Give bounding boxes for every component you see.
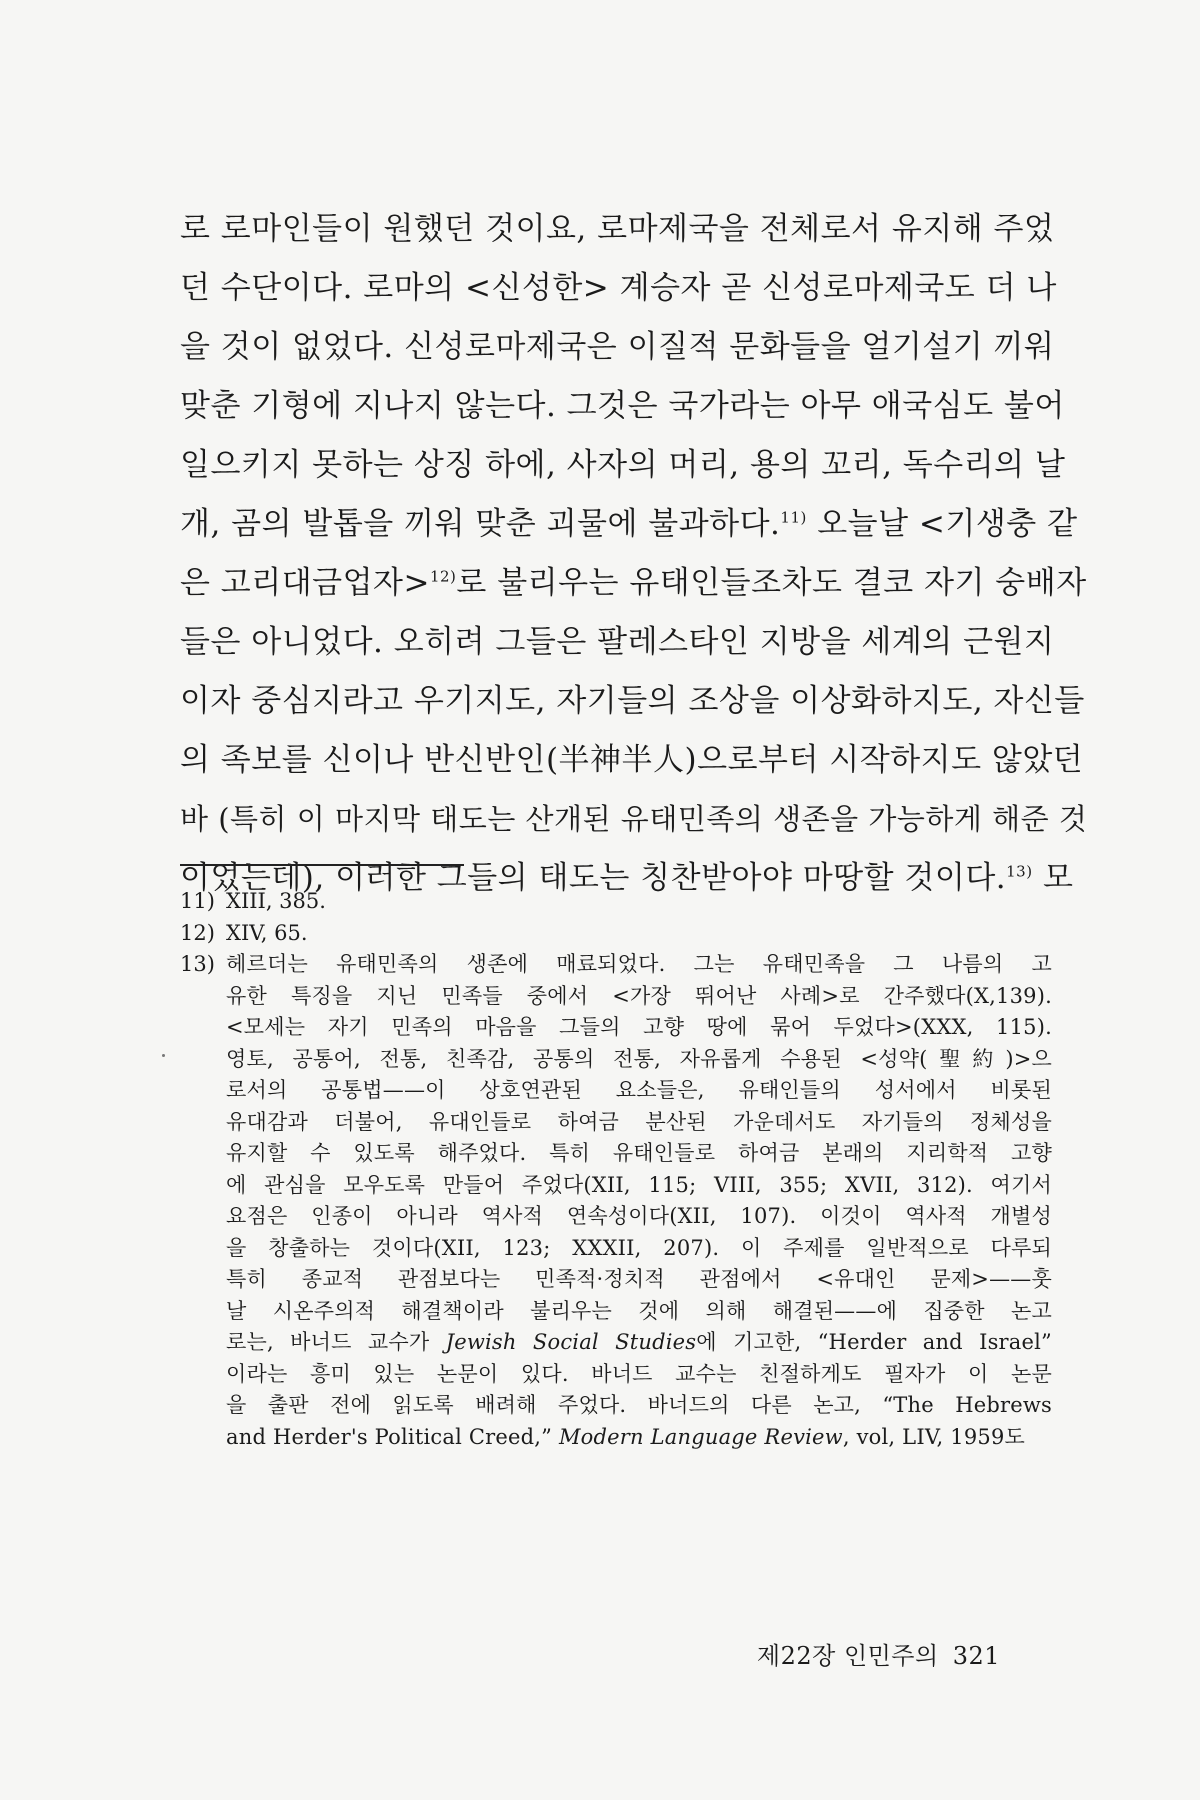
page-number: 321 [952,1642,1000,1670]
footnote-segment: and Herder's Political Creed,” [226,1424,559,1449]
margin-mark [162,1054,165,1057]
footnote-segment: 로는, 바너드 교수가 [226,1330,446,1354]
footnote-line: 에 관심을 모우도록 만들어 주었다(XII, 115; VIII, 355; XVII, 312). 여기서 [226,1172,1052,1197]
footnotes [180,886,1052,1453]
text-segment: 모 [1032,860,1074,896]
text-segment: 은 고리대금업자> [180,565,430,601]
footnote-line: 날 시온주의적 해결책이라 불리우는 것에 의해 해결된——에 집중한 논고 [226,1298,1052,1323]
footnote-ref-11[interactable]: 11) [780,508,807,527]
text-line: 던 수단이다. 로마의 <신성한> 계승자 곧 신성로마제국도 더 나 [180,270,1057,306]
text-segment: 오늘날 <기생충 같 [806,506,1078,542]
text-line: 바 (특히 이 마지막 태도는 산개된 유태민족의 생존을 가능하게 해준 것 [180,802,1088,836]
text-segment: 개, 곰의 발톱을 끼워 맞춘 괴물에 불과하다. [180,506,781,542]
footnote-segment: 에 기고한, “Herder and Israel” [696,1330,1052,1354]
footnote-line: 헤르더는 유태민족의 생존에 매료되었다. 그는 유태민족을 그 나름의 고 [226,952,1052,976]
journal-title: Jewish Social Studies [445,1330,697,1354]
footnote-line: 유지할 수 있도록 해주었다. 특히 유태인들로 하여금 본래의 지리학적 고향 [226,1141,1052,1165]
text-line: 들은 아니었다. 오히려 그들은 팔레스타인 지방을 세계의 근원지 [180,624,1055,660]
running-footer [757,1636,1000,1671]
text-segment: 이었는데), 이러한 그들의 태도는 칭찬받아야 마땅할 것이다. [180,860,1007,896]
text-line [180,554,1087,613]
footnote-line: 로서의 공통법——이 상호연관된 요소들은, 유태인들의 성서에서 비롯된 [226,1078,1052,1102]
footnote-12 [180,918,1052,950]
text-line: 의 족보를 신이나 반신반인(半神半人)으로부터 시작하지도 않았던 [180,742,1084,778]
footnote-line: 유대감과 더불어, 유대인들로 하여금 분산된 가운데서도 자기들의 정체성을 [226,1109,1052,1134]
footnote-number: 11) [180,889,215,913]
footnote-11 [180,886,1052,918]
footnote-line: 을 출판 전에 읽도록 배려해 주었다. 바너드의 다른 논고, “The Hebrews [226,1393,1052,1417]
footnote-line: 요점은 인종이 아니라 역사적 연속성이다(XII, 107). 이것이 역사적 개별성 [226,1204,1052,1228]
footnote-line: 특히 종교적 관점보다는 민족적·정치적 관점에서 <유대인 문제>——훗 [226,1267,1052,1291]
footnote-number: 13) [180,952,215,976]
footnote-divider [180,864,464,866]
footnote-line: 유한 특징을 지닌 민족들 중에서 <가장 뛰어난 사례>로 간주했다(X,139). [226,983,1052,1008]
footnote-number: 12) [180,920,215,945]
footnote-line: 을 창출하는 것이다(XII, 123; XXXII, 207). 이 주제를 일반적으로 다루되 [226,1235,1052,1260]
text-line: 을 것이 없었다. 신성로마제국은 이질적 문화들을 얼기설기 끼워 [180,329,1055,365]
footnote-text: XIV, 65. [226,920,308,945]
footnote-line: 영토, 공통어, 전통, 친족감, 공통의 전통, 자유롭게 수용된 <성약(聖約)>으 [226,1046,1052,1071]
text-line [180,495,1078,554]
journal-title: Modern Language Review [558,1424,843,1449]
footnote-ref-13[interactable]: 13) [1006,862,1033,881]
footnote-line: 이라는 흥미 있는 논문이 있다. 바너드 교수는 친절하게도 필자가 이 논문 [226,1361,1052,1386]
text-line: 일으키지 못하는 상징 하에, 사자의 머리, 용의 꼬리, 독수리의 날 [180,447,1066,483]
footnote-line: <모세는 자기 민족의 마음을 그들의 고향 땅에 묶어 두었다>(XXX, 115). [226,1015,1052,1039]
footnote-text: XIII, 385. [226,889,326,913]
text-segment: 로 불리우는 유태인들조차도 결코 자기 숭배자 [456,565,1087,601]
footnote-segment: , vol, LIV, 1959도 [842,1424,1025,1449]
footnote-ref-12[interactable]: 12) [429,567,457,586]
main-text [180,200,1088,908]
footnote-13 [180,949,1052,1453]
text-line: 로 로마인들이 원했던 것이요, 로마제국을 전체로서 유지해 주었 [180,211,1055,247]
text-line: 이자 중심지라고 우기지도, 자기들의 조상을 이상화하지도, 자신들 [180,683,1085,719]
footnote-line [180,1422,1052,1454]
footnote-line [180,1327,1052,1359]
chapter-title: 제22장 인민주의 [756,1642,939,1670]
text-line: 맞춘 기형에 지나지 않는다. 그것은 국가라는 아무 애국심도 불어 [180,388,1065,424]
